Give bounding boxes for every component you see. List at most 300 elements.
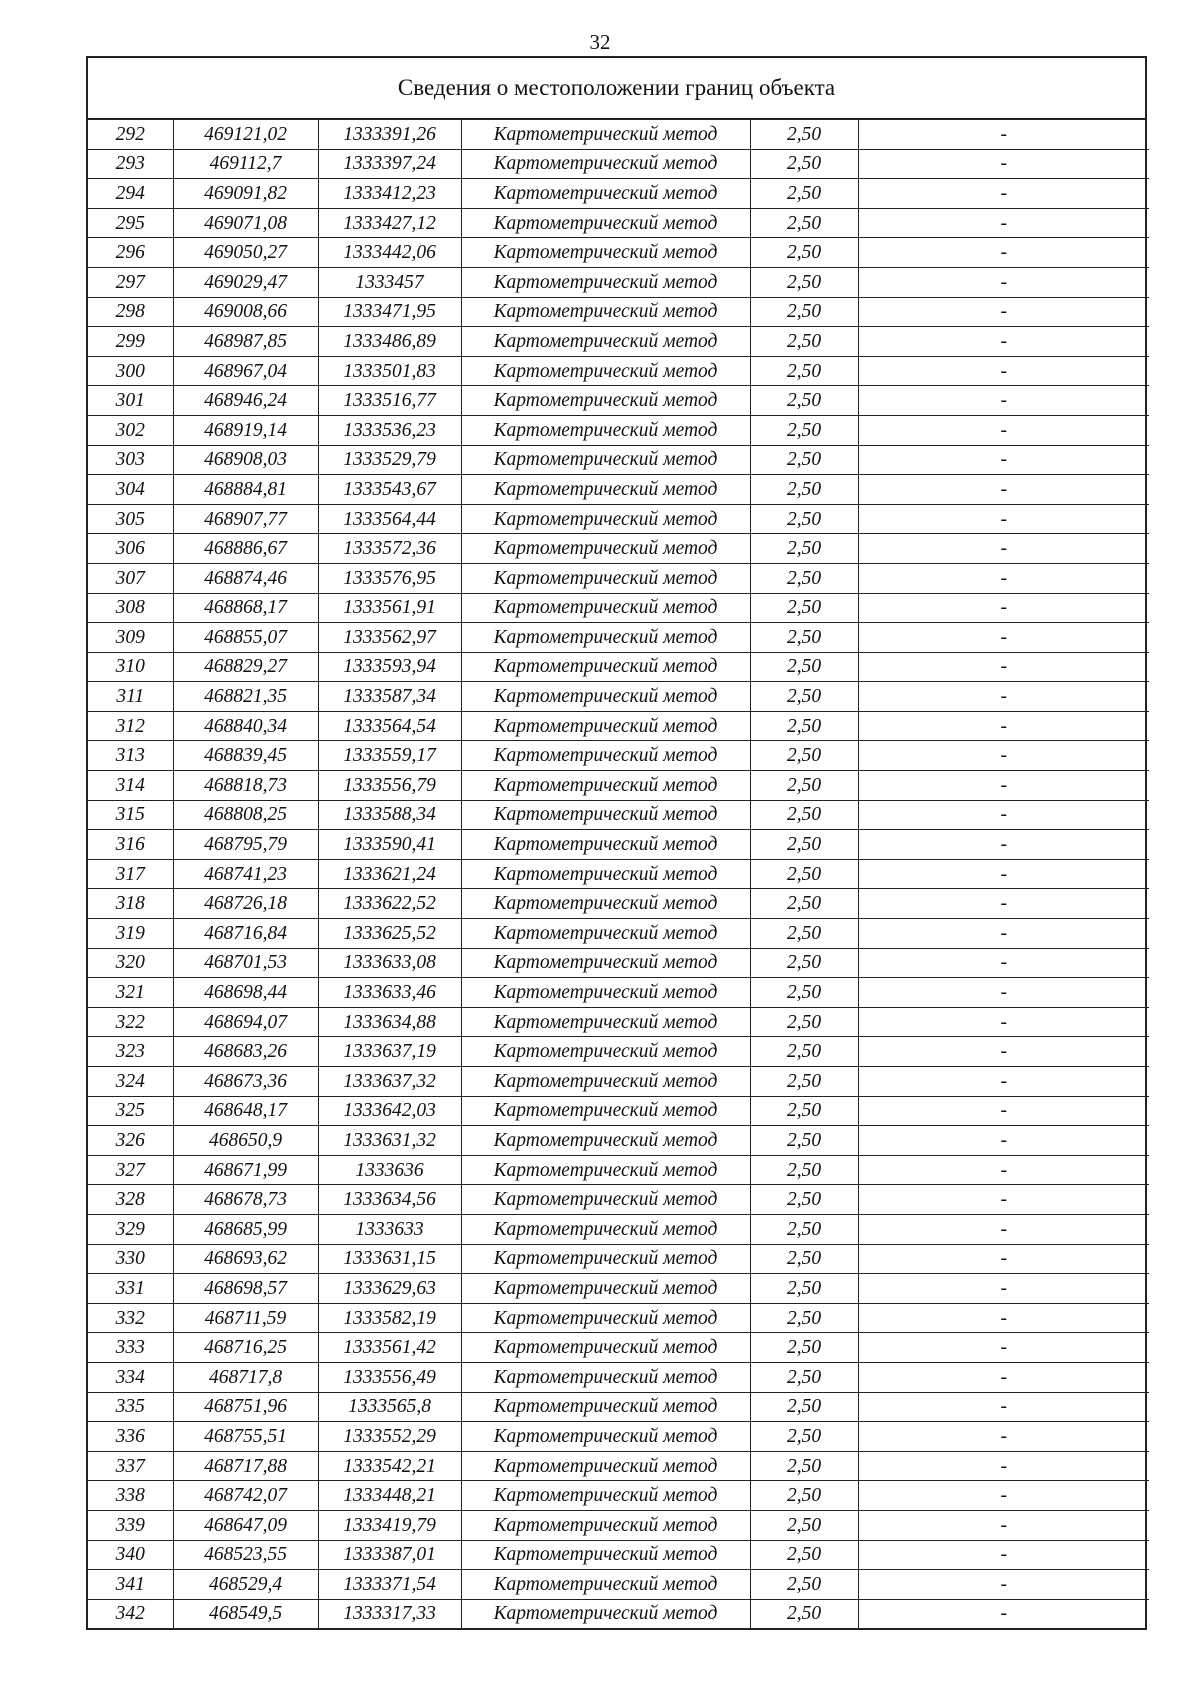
method-cell: Картометрический метод (461, 978, 750, 1008)
page-number: 32 (589, 30, 611, 54)
table-row (88, 593, 1149, 623)
description-cell: - (858, 1214, 1149, 1244)
description-cell: - (858, 208, 1149, 238)
x-coordinate-cell: 468678,73 (173, 1185, 318, 1215)
table-row (88, 1096, 1149, 1126)
table-row (88, 1570, 1149, 1600)
x-coordinate-cell: 468808,25 (173, 800, 318, 830)
x-coordinate-cell: 468795,79 (173, 830, 318, 860)
description-cell: - (858, 711, 1149, 741)
y-coordinate-cell: 1333391,26 (318, 120, 461, 149)
table-row (88, 1244, 1149, 1274)
y-coordinate-cell: 1333427,12 (318, 208, 461, 238)
description-cell: - (858, 1599, 1149, 1628)
table-row (88, 327, 1149, 357)
x-coordinate-cell: 469071,08 (173, 208, 318, 238)
description-cell: - (858, 563, 1149, 593)
table-row (88, 1422, 1149, 1452)
point-number-cell: 299 (88, 327, 173, 357)
x-coordinate-cell: 468874,46 (173, 563, 318, 593)
y-coordinate-cell: 1333536,23 (318, 415, 461, 445)
x-coordinate-cell: 468840,34 (173, 711, 318, 741)
y-coordinate-cell: 1333631,15 (318, 1244, 461, 1274)
x-coordinate-cell: 468907,77 (173, 504, 318, 534)
y-coordinate-cell: 1333419,79 (318, 1510, 461, 1540)
accuracy-cell: 2,50 (750, 1244, 858, 1274)
method-cell: Картометрический метод (461, 741, 750, 771)
point-number-cell: 302 (88, 415, 173, 445)
x-coordinate-cell: 468701,53 (173, 948, 318, 978)
x-coordinate-cell: 468698,57 (173, 1274, 318, 1304)
accuracy-cell: 2,50 (750, 1570, 858, 1600)
accuracy-cell: 2,50 (750, 179, 858, 209)
method-cell: Картометрический метод (461, 1481, 750, 1511)
x-coordinate-cell: 468693,62 (173, 1244, 318, 1274)
table-row (88, 1599, 1149, 1628)
accuracy-cell: 2,50 (750, 1599, 858, 1628)
accuracy-cell: 2,50 (750, 1481, 858, 1511)
method-cell: Картометрический метод (461, 711, 750, 741)
method-cell: Картометрический метод (461, 1540, 750, 1570)
accuracy-cell: 2,50 (750, 563, 858, 593)
description-cell: - (858, 238, 1149, 268)
table-row (88, 1481, 1149, 1511)
description-cell: - (858, 948, 1149, 978)
y-coordinate-cell: 1333593,94 (318, 652, 461, 682)
point-number-cell: 313 (88, 741, 173, 771)
accuracy-cell: 2,50 (750, 652, 858, 682)
x-coordinate-cell: 468529,4 (173, 1570, 318, 1600)
x-coordinate-cell: 468868,17 (173, 593, 318, 623)
accuracy-cell: 2,50 (750, 1096, 858, 1126)
method-cell: Картометрический метод (461, 297, 750, 327)
method-cell: Картометрический метод (461, 800, 750, 830)
description-cell: - (858, 623, 1149, 653)
table-row (88, 1214, 1149, 1244)
description-cell: - (858, 1570, 1149, 1600)
point-number-cell: 294 (88, 179, 173, 209)
x-coordinate-cell: 468884,81 (173, 475, 318, 505)
x-coordinate-cell: 468818,73 (173, 771, 318, 801)
x-coordinate-cell: 468694,07 (173, 1007, 318, 1037)
accuracy-cell: 2,50 (750, 475, 858, 505)
x-coordinate-cell: 468523,55 (173, 1540, 318, 1570)
point-number-cell: 304 (88, 475, 173, 505)
table-row (88, 120, 1149, 149)
method-cell: Картометрический метод (461, 1185, 750, 1215)
x-coordinate-cell: 468716,25 (173, 1333, 318, 1363)
y-coordinate-cell: 1333559,17 (318, 741, 461, 771)
y-coordinate-cell: 1333642,03 (318, 1096, 461, 1126)
point-number-cell: 319 (88, 919, 173, 949)
x-coordinate-cell: 468987,85 (173, 327, 318, 357)
accuracy-cell: 2,50 (750, 415, 858, 445)
y-coordinate-cell: 1333529,79 (318, 445, 461, 475)
method-cell: Картометрический метод (461, 356, 750, 386)
description-cell: - (858, 1007, 1149, 1037)
table-row (88, 1007, 1149, 1037)
description-cell: - (858, 1540, 1149, 1570)
description-cell: - (858, 978, 1149, 1008)
y-coordinate-cell: 1333625,52 (318, 919, 461, 949)
accuracy-cell: 2,50 (750, 1214, 858, 1244)
x-coordinate-cell: 468908,03 (173, 445, 318, 475)
y-coordinate-cell: 1333516,77 (318, 386, 461, 416)
point-number-cell: 316 (88, 830, 173, 860)
y-coordinate-cell: 1333556,49 (318, 1362, 461, 1392)
description-cell: - (858, 149, 1149, 179)
description-cell: - (858, 386, 1149, 416)
point-number-cell: 334 (88, 1362, 173, 1392)
point-number-cell: 338 (88, 1481, 173, 1511)
y-coordinate-cell: 1333561,42 (318, 1333, 461, 1363)
x-coordinate-cell: 468855,07 (173, 623, 318, 653)
x-coordinate-cell: 468549,5 (173, 1599, 318, 1628)
table-row (88, 623, 1149, 653)
method-cell: Картометрический метод (461, 534, 750, 564)
y-coordinate-cell: 1333565,8 (318, 1392, 461, 1422)
table-row (88, 475, 1149, 505)
method-cell: Картометрический метод (461, 1126, 750, 1156)
method-cell: Картометрический метод (461, 593, 750, 623)
point-number-cell: 315 (88, 800, 173, 830)
table-row (88, 1510, 1149, 1540)
accuracy-cell: 2,50 (750, 1303, 858, 1333)
point-number-cell: 309 (88, 623, 173, 653)
accuracy-cell: 2,50 (750, 978, 858, 1008)
x-coordinate-cell: 468648,17 (173, 1096, 318, 1126)
description-cell: - (858, 1303, 1149, 1333)
x-coordinate-cell: 468685,99 (173, 1214, 318, 1244)
x-coordinate-cell: 468717,88 (173, 1451, 318, 1481)
point-number-cell: 327 (88, 1155, 173, 1185)
accuracy-cell: 2,50 (750, 238, 858, 268)
y-coordinate-cell: 1333572,36 (318, 534, 461, 564)
method-cell: Картометрический метод (461, 1451, 750, 1481)
x-coordinate-cell: 468755,51 (173, 1422, 318, 1452)
table-row (88, 179, 1149, 209)
y-coordinate-cell: 1333552,29 (318, 1422, 461, 1452)
method-cell: Картометрический метод (461, 208, 750, 238)
accuracy-cell: 2,50 (750, 386, 858, 416)
accuracy-cell: 2,50 (750, 534, 858, 564)
description-cell: - (858, 859, 1149, 889)
description-cell: - (858, 445, 1149, 475)
accuracy-cell: 2,50 (750, 149, 858, 179)
table-row (88, 563, 1149, 593)
description-cell: - (858, 1510, 1149, 1540)
point-number-cell: 326 (88, 1126, 173, 1156)
coordinates-table (88, 120, 1149, 1628)
table-row (88, 238, 1149, 268)
description-cell: - (858, 889, 1149, 919)
description-cell: - (858, 1392, 1149, 1422)
point-number-cell: 297 (88, 267, 173, 297)
point-number-cell: 337 (88, 1451, 173, 1481)
table-row (88, 149, 1149, 179)
method-cell: Картометрический метод (461, 919, 750, 949)
point-number-cell: 324 (88, 1067, 173, 1097)
table-row (88, 741, 1149, 771)
method-cell: Картометрический метод (461, 1303, 750, 1333)
description-cell: - (858, 534, 1149, 564)
point-number-cell: 331 (88, 1274, 173, 1304)
y-coordinate-cell: 1333582,19 (318, 1303, 461, 1333)
method-cell: Картометрический метод (461, 179, 750, 209)
y-coordinate-cell: 1333576,95 (318, 563, 461, 593)
table-row (88, 1392, 1149, 1422)
accuracy-cell: 2,50 (750, 1155, 858, 1185)
description-cell: - (858, 1481, 1149, 1511)
method-cell: Картометрический метод (461, 445, 750, 475)
point-number-cell: 301 (88, 386, 173, 416)
section-title: Сведения о местоположении границ объекта (88, 58, 1145, 120)
x-coordinate-cell: 468698,44 (173, 978, 318, 1008)
point-number-cell: 322 (88, 1007, 173, 1037)
table-row (88, 1274, 1149, 1304)
accuracy-cell: 2,50 (750, 1392, 858, 1422)
y-coordinate-cell: 1333471,95 (318, 297, 461, 327)
table-row (88, 1333, 1149, 1363)
method-cell: Картометрический метод (461, 948, 750, 978)
accuracy-cell: 2,50 (750, 711, 858, 741)
point-number-cell: 307 (88, 563, 173, 593)
method-cell: Картометрический метод (461, 475, 750, 505)
x-coordinate-cell: 468829,27 (173, 652, 318, 682)
x-coordinate-cell: 468673,36 (173, 1067, 318, 1097)
description-cell: - (858, 1451, 1149, 1481)
x-coordinate-cell: 468711,59 (173, 1303, 318, 1333)
table-row (88, 267, 1149, 297)
accuracy-cell: 2,50 (750, 1126, 858, 1156)
method-cell: Картометрический метод (461, 771, 750, 801)
point-number-cell: 296 (88, 238, 173, 268)
description-cell: - (858, 741, 1149, 771)
accuracy-cell: 2,50 (750, 267, 858, 297)
description-cell: - (858, 800, 1149, 830)
point-number-cell: 333 (88, 1333, 173, 1363)
point-number-cell: 339 (88, 1510, 173, 1540)
x-coordinate-cell: 469029,47 (173, 267, 318, 297)
description-cell: - (858, 830, 1149, 860)
description-cell: - (858, 415, 1149, 445)
point-number-cell: 336 (88, 1422, 173, 1452)
method-cell: Картометрический метод (461, 563, 750, 593)
method-cell: Картометрический метод (461, 267, 750, 297)
method-cell: Картометрический метод (461, 623, 750, 653)
method-cell: Картометрический метод (461, 1155, 750, 1185)
table-row (88, 1155, 1149, 1185)
boundary-table-sheet (86, 56, 1147, 1630)
x-coordinate-cell: 468919,14 (173, 415, 318, 445)
point-number-cell: 317 (88, 859, 173, 889)
accuracy-cell: 2,50 (750, 830, 858, 860)
accuracy-cell: 2,50 (750, 504, 858, 534)
method-cell: Картометрический метод (461, 1599, 750, 1628)
accuracy-cell: 2,50 (750, 297, 858, 327)
x-coordinate-cell: 468967,04 (173, 356, 318, 386)
description-cell: - (858, 297, 1149, 327)
description-cell: - (858, 1096, 1149, 1126)
accuracy-cell: 2,50 (750, 1067, 858, 1097)
method-cell: Картометрический метод (461, 889, 750, 919)
point-number-cell: 295 (88, 208, 173, 238)
y-coordinate-cell: 1333621,24 (318, 859, 461, 889)
description-cell: - (858, 504, 1149, 534)
y-coordinate-cell: 1333556,79 (318, 771, 461, 801)
y-coordinate-cell: 1333588,34 (318, 800, 461, 830)
accuracy-cell: 2,50 (750, 208, 858, 238)
accuracy-cell: 2,50 (750, 948, 858, 978)
table-row (88, 889, 1149, 919)
y-coordinate-cell: 1333387,01 (318, 1540, 461, 1570)
x-coordinate-cell: 469008,66 (173, 297, 318, 327)
x-coordinate-cell: 468821,35 (173, 682, 318, 712)
accuracy-cell: 2,50 (750, 1362, 858, 1392)
description-cell: - (858, 1037, 1149, 1067)
accuracy-cell: 2,50 (750, 445, 858, 475)
point-number-cell: 335 (88, 1392, 173, 1422)
accuracy-cell: 2,50 (750, 889, 858, 919)
table-row (88, 504, 1149, 534)
x-coordinate-cell: 468683,26 (173, 1037, 318, 1067)
method-cell: Картометрический метод (461, 1214, 750, 1244)
accuracy-cell: 2,50 (750, 327, 858, 357)
x-coordinate-cell: 468726,18 (173, 889, 318, 919)
method-cell: Картометрический метод (461, 504, 750, 534)
y-coordinate-cell: 1333317,33 (318, 1599, 461, 1628)
table-row (88, 1037, 1149, 1067)
y-coordinate-cell: 1333637,32 (318, 1067, 461, 1097)
accuracy-cell: 2,50 (750, 1451, 858, 1481)
method-cell: Картометрический метод (461, 1007, 750, 1037)
point-number-cell: 342 (88, 1599, 173, 1628)
x-coordinate-cell: 468751,96 (173, 1392, 318, 1422)
description-cell: - (858, 1422, 1149, 1452)
point-number-cell: 312 (88, 711, 173, 741)
y-coordinate-cell: 1333587,34 (318, 682, 461, 712)
description-cell: - (858, 919, 1149, 949)
method-cell: Картометрический метод (461, 1096, 750, 1126)
table-row (88, 1540, 1149, 1570)
y-coordinate-cell: 1333412,23 (318, 179, 461, 209)
table-row (88, 1067, 1149, 1097)
point-number-cell: 303 (88, 445, 173, 475)
table-row (88, 978, 1149, 1008)
point-number-cell: 325 (88, 1096, 173, 1126)
point-number-cell: 341 (88, 1570, 173, 1600)
table-row (88, 1362, 1149, 1392)
table-row (88, 534, 1149, 564)
y-coordinate-cell: 1333622,52 (318, 889, 461, 919)
table-row (88, 711, 1149, 741)
x-coordinate-cell: 468716,84 (173, 919, 318, 949)
description-cell: - (858, 1126, 1149, 1156)
point-number-cell: 311 (88, 682, 173, 712)
description-cell: - (858, 120, 1149, 149)
point-number-cell: 308 (88, 593, 173, 623)
x-coordinate-cell: 468671,99 (173, 1155, 318, 1185)
description-cell: - (858, 1333, 1149, 1363)
table-row (88, 356, 1149, 386)
table-row (88, 859, 1149, 889)
method-cell: Картометрический метод (461, 1037, 750, 1067)
point-number-cell: 314 (88, 771, 173, 801)
point-number-cell: 321 (88, 978, 173, 1008)
method-cell: Картометрический метод (461, 682, 750, 712)
description-cell: - (858, 1362, 1149, 1392)
description-cell: - (858, 267, 1149, 297)
y-coordinate-cell: 1333501,83 (318, 356, 461, 386)
y-coordinate-cell: 1333371,54 (318, 1570, 461, 1600)
point-number-cell: 330 (88, 1244, 173, 1274)
table-row (88, 948, 1149, 978)
accuracy-cell: 2,50 (750, 919, 858, 949)
description-cell: - (858, 1274, 1149, 1304)
table-row (88, 445, 1149, 475)
description-cell: - (858, 1067, 1149, 1097)
method-cell: Картометрический метод (461, 1422, 750, 1452)
y-coordinate-cell: 1333448,21 (318, 1481, 461, 1511)
table-row (88, 919, 1149, 949)
accuracy-cell: 2,50 (750, 771, 858, 801)
method-cell: Картометрический метод (461, 1392, 750, 1422)
accuracy-cell: 2,50 (750, 1185, 858, 1215)
y-coordinate-cell: 1333633,08 (318, 948, 461, 978)
y-coordinate-cell: 1333631,32 (318, 1126, 461, 1156)
point-number-cell: 298 (88, 297, 173, 327)
method-cell: Картометрический метод (461, 238, 750, 268)
table-row (88, 415, 1149, 445)
table-row (88, 800, 1149, 830)
description-cell: - (858, 771, 1149, 801)
method-cell: Картометрический метод (461, 1244, 750, 1274)
method-cell: Картометрический метод (461, 830, 750, 860)
x-coordinate-cell: 468741,23 (173, 859, 318, 889)
table-row (88, 297, 1149, 327)
y-coordinate-cell: 1333633 (318, 1214, 461, 1244)
description-cell: - (858, 179, 1149, 209)
table-row (88, 830, 1149, 860)
method-cell: Картометрический метод (461, 386, 750, 416)
method-cell: Картометрический метод (461, 1274, 750, 1304)
description-cell: - (858, 1244, 1149, 1274)
y-coordinate-cell: 1333590,41 (318, 830, 461, 860)
point-number-cell: 305 (88, 504, 173, 534)
accuracy-cell: 2,50 (750, 1007, 858, 1037)
y-coordinate-cell: 1333397,24 (318, 149, 461, 179)
point-number-cell: 328 (88, 1185, 173, 1215)
accuracy-cell: 2,50 (750, 1510, 858, 1540)
method-cell: Картометрический метод (461, 327, 750, 357)
point-number-cell: 332 (88, 1303, 173, 1333)
method-cell: Картометрический метод (461, 1333, 750, 1363)
y-coordinate-cell: 1333564,44 (318, 504, 461, 534)
description-cell: - (858, 327, 1149, 357)
x-coordinate-cell: 468717,8 (173, 1362, 318, 1392)
coordinates-table-body (88, 120, 1149, 1628)
point-number-cell: 320 (88, 948, 173, 978)
y-coordinate-cell: 1333543,67 (318, 475, 461, 505)
method-cell: Картометрический метод (461, 859, 750, 889)
point-number-cell: 318 (88, 889, 173, 919)
accuracy-cell: 2,50 (750, 120, 858, 149)
point-number-cell: 310 (88, 652, 173, 682)
table-row (88, 652, 1149, 682)
description-cell: - (858, 1185, 1149, 1215)
description-cell: - (858, 682, 1149, 712)
description-cell: - (858, 593, 1149, 623)
